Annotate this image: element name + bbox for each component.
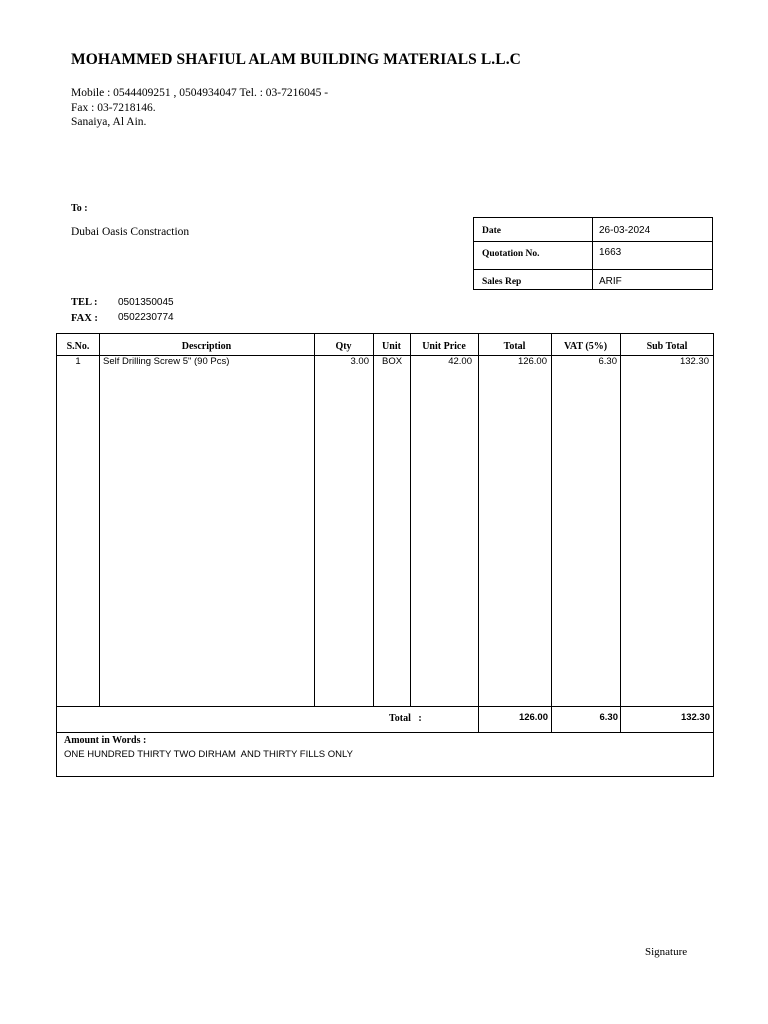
row-sub-total: 132.30 — [679, 356, 709, 367]
row-description: Self Drilling Screw 5" (90 Pcs) — [103, 356, 230, 367]
row-unit-price: 42.00 — [448, 356, 472, 367]
company-contact — [71, 86, 328, 130]
totals-label: Total : — [389, 713, 422, 724]
col-divider — [551, 334, 552, 732]
header-description: Description — [181, 341, 232, 352]
row-sno: 1 — [75, 356, 81, 367]
tel-value: 0501350045 — [118, 297, 174, 308]
info-row-line — [474, 241, 712, 242]
row-unit: BOX — [382, 356, 403, 367]
col-divider — [99, 334, 100, 706]
company-address: Sanaiya, Al Ain. — [71, 116, 147, 128]
date-label: Date — [482, 226, 501, 236]
header-unit: Unit — [382, 341, 401, 352]
totals-total: 126.00 — [518, 712, 548, 723]
col-divider — [620, 334, 621, 732]
totals-vat: 6.30 — [599, 712, 618, 723]
header-sub-total: Sub Total — [646, 341, 688, 352]
fax-value: 0502230774 — [118, 312, 174, 323]
info-row-line — [474, 269, 712, 270]
amount-in-words-label: Amount in Words : — [64, 735, 147, 746]
header-sno: S.No. — [66, 341, 90, 352]
col-divider — [373, 334, 374, 706]
date-value: 26-03-2024 — [599, 225, 651, 236]
items-table — [56, 333, 714, 777]
totals-sub-total: 132.30 — [680, 712, 710, 723]
company-name: MOHAMMED SHAFIUL ALAM BUILDING MATERIALS L.L.C — [71, 51, 521, 68]
fax-label: FAX : — [71, 313, 98, 324]
quotation-info-box — [473, 217, 713, 290]
contact-phones: Mobile : 0544409251 , 0504934047 Tel. : 03-7216045 - — [71, 87, 329, 99]
totals-line — [57, 706, 713, 707]
row-total: 126.00 — [517, 356, 547, 367]
words-line — [57, 732, 713, 733]
contact-fax: Fax : 03-7218146. — [71, 101, 156, 114]
quotation-no-label: Quotation No. — [482, 249, 540, 259]
row-qty: 3.00 — [350, 356, 369, 367]
amount-in-words-value: ONE HUNDRED THIRTY TWO DIRHAM AND THIRTY FILLS ONLY — [64, 749, 353, 760]
to-label: To : — [71, 203, 88, 214]
tel-label: TEL : — [71, 297, 98, 308]
info-divider — [592, 218, 593, 289]
sales-rep-value: ARIF — [599, 276, 622, 287]
quotation-no-value: 1663 — [599, 247, 622, 258]
header-vat: VAT (5%) — [563, 341, 608, 352]
header-qty: Qty — [335, 341, 352, 352]
signature-label: Signature — [645, 946, 688, 958]
sales-rep-label: Sales Rep — [482, 277, 522, 287]
header-total: Total — [503, 341, 526, 352]
col-divider — [478, 334, 479, 732]
customer-name: Dubai Oasis Constraction — [71, 226, 190, 238]
row-vat: 6.30 — [598, 356, 617, 367]
col-divider — [410, 334, 411, 706]
col-divider — [314, 334, 315, 706]
header-unit-price: Unit Price — [422, 341, 466, 352]
